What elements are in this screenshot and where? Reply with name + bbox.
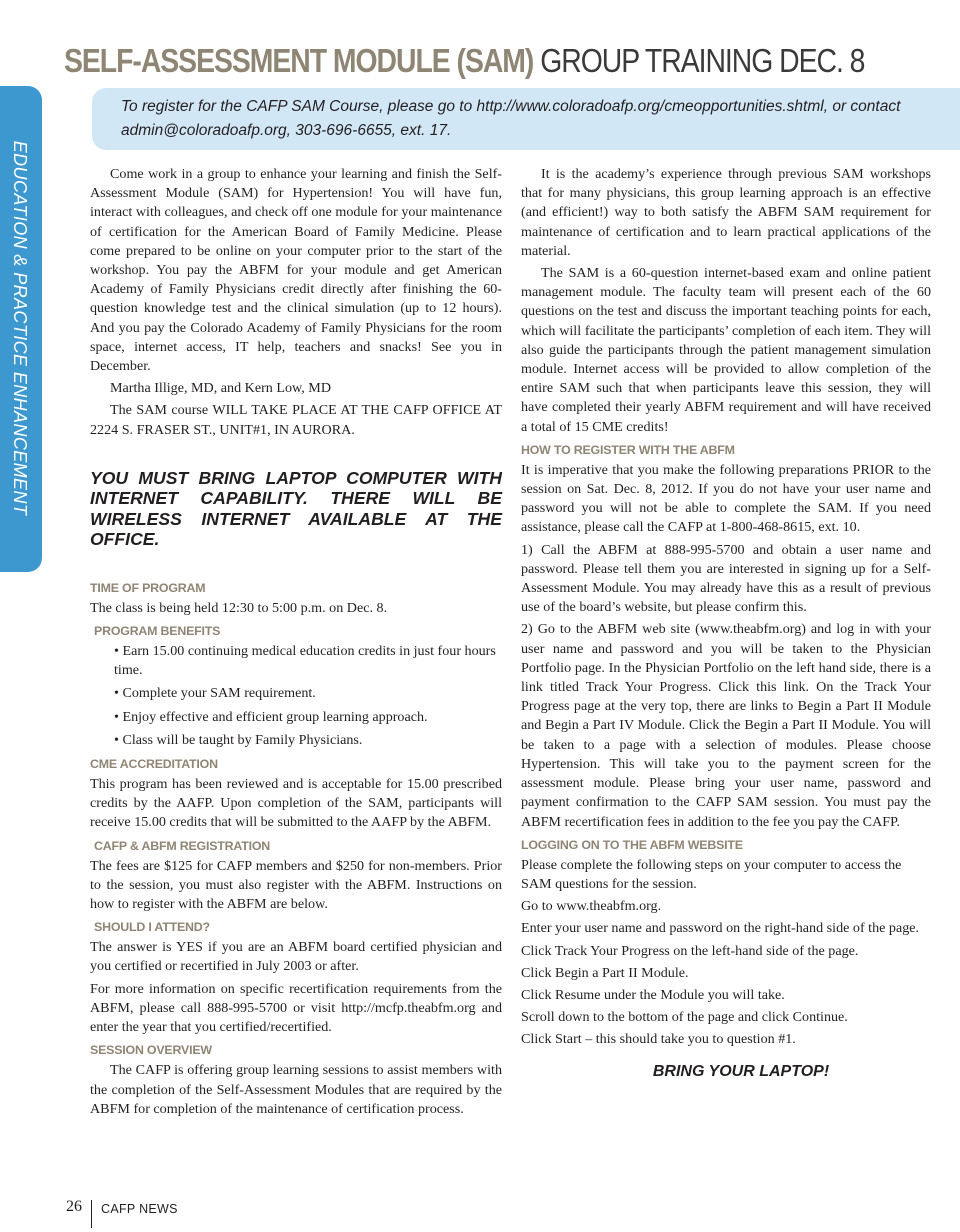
bring-laptop-callout: BRING YOUR LAPTOP!: [652, 1062, 830, 1080]
attend-heading: SHOULD I ATTEND?: [94, 920, 210, 935]
logging-heading: LOGGING ON TO THE ABFM WEBSITE: [521, 837, 743, 852]
registration-banner-text: To register for the CAFP SAM Course, please go to http://www.coloradoafp.org/cmeopportunities.shtml, or contact admin@coloradoafp.org, 303-696-6655, ext. 17.: [121, 98, 901, 139]
howto-text: It is imperative that you make the following preparations PRIOR to the session on Sat. Dec. 8, 2012. If you do not have your user name and password you will not be able to complete the SAM. If you need assistance, please call the CAFP at 1-800-468-8615, ext. 10.: [521, 461, 931, 536]
experience-paragraph: It is the academy’s experience through previous SAM workshops that for many physicians, this group learning approach is an effective (and efficient!) way to both satisfy the ABFM SAM requirement for maintenance of certification and to learn practical applications of the material.: [521, 166, 931, 259]
logging-step: Click Track Your Progress on the left-hand side of the page.: [521, 942, 859, 959]
benefits-heading: PROGRAM BENEFITS: [94, 624, 221, 639]
authors-line: Martha Illige, MD, and Kern Low, MD: [110, 380, 332, 397]
right-column: [521, 165, 931, 1081]
logging-step: Scroll down to the bottom of the page and click Continue.: [521, 1009, 848, 1026]
time-text: The class is being held 12:30 to 5:00 p.m. on Dec. 8.: [90, 599, 388, 616]
step-2: 2) Go to the ABFM web site (www.theabfm.org) and log in with your user name and password and you will be taken to the Physician Portfolio page. In the Physician Portfolio on the left hand side, there is a link titled Track Your Progress. Click this link. On the Track Your Progress page at the very top, there are links to Begin a Part II Module and Begin a Part IV Module. Click the Begin a Part II Module. You will be taken to a page with a selection of modules. Please choose Hypertension. This will take you to the payment screen for the assessment module. Please bring your user name, password and payment confirmation to the CAFP SAM session. You must pay the ABFM recertification fees in addition to the fee you pay the CAFP.: [521, 621, 931, 830]
attend-more-info: For more information on specific recertification requirements from the ABFM, please call 888-995-5700 or visit http://mcfp.theabfm.org and enter the year that you certified/recertified.: [90, 980, 502, 1036]
logging-step: Click Start – this should take you to question #1.: [521, 1031, 796, 1048]
attend-text: The answer is YES if you are an ABFM board certified physician and you certified or recertified in July 2003 or after.: [90, 939, 502, 975]
howto-heading: HOW TO REGISTER WITH THE ABFM: [521, 442, 735, 457]
cme-heading: CME ACCREDITATION: [90, 757, 218, 772]
title-bold: SELF-ASSESSMENT MODULE (SAM): [64, 42, 534, 79]
overview-heading: SESSION OVERVIEW: [90, 1043, 212, 1058]
registration-text: The fees are $125 for CAFP members and $250 for non-members. Prior to the session, you must also register with the ABFM. Instructions on how to register with the ABFM are below.: [90, 857, 502, 913]
left-column: [90, 165, 502, 1122]
logging-step: Enter your user name and password on the right-hand side of the page.: [521, 920, 920, 937]
benefit-item: • Complete your SAM requirement.: [114, 685, 316, 702]
step-1: 1) Call the ABFM at 888-995-5700 and obtain a user name and password. Please tell them you are interested in signing up for a Self-Assessment Module. You may already have this as a result of previous use of the board’s website, but please confirm this.: [521, 541, 931, 616]
publication-name: CAFP NEWS: [101, 1202, 178, 1216]
logging-intro: Please complete the following steps on your computer to access the SAM questions for the session.: [521, 856, 902, 892]
section-side-tab-label: EDUCATION & PRACTICE ENHANCEMENT: [10, 140, 30, 516]
logging-step: Click Begin a Part II Module.: [521, 964, 689, 981]
logging-step: Go to www.theabfm.org.: [521, 898, 662, 915]
registration-heading: CAFP & ABFM REGISTRATION: [94, 838, 271, 853]
intro-paragraph: Come work in a group to enhance your learning and finish the Self-Assessment Module (SAM) for Hypertension! You will have fun, interact with colleagues, and check off one module for your maintenance of certification for the American Board of Family Medicine. Please come prepared to be online on your computer prior to the start of the workshop. You pay the ABFM for your module and get American Academy of Family Physicians credit directly after finishing the 60-question knowledge test and the clinical simulation (up to 12 hours). And you pay the Colorado Academy of Family Physicians for the room space, internet access, IT help, teachers and snacks! See you in December.: [90, 166, 502, 375]
footer-divider: [91, 1200, 92, 1228]
benefit-item: • Enjoy effective and efficient group learning approach.: [114, 708, 428, 725]
benefit-item: • Class will be taught by Family Physicians.: [114, 731, 363, 748]
overview-text: The CAFP is offering group learning sessions to assist members with the completion of the Self-Assessment Modules that are required by the ABFM for completion of the maintenance of certification process.: [90, 1062, 502, 1117]
time-heading: TIME OF PROGRAM: [90, 580, 206, 595]
logging-step: Click Resume under the Module you will take.: [521, 986, 785, 1003]
benefit-item: • Earn 15.00 continuing medical education credits in just four hours time.: [114, 643, 496, 679]
location-paragraph: The SAM course WILL TAKE PLACE AT THE CAFP OFFICE AT 2224 S. FRASER ST., UNIT#1, IN AURORA.: [90, 402, 502, 438]
page-title: [64, 38, 865, 84]
laptop-callout: YOU MUST BRING LAPTOP COMPUTER WITH INTERNET CAPABILITY. THERE WILL BE WIRELESS INTERNET AVAILABLE AT THE OFFICE.: [90, 467, 502, 550]
sam-description-paragraph: The SAM is a 60-question internet-based exam and online patient management module. The faculty team will present each of the 60 questions on the test and discuss the important teaching points for each, which will facilitate the participants’ completion of each item. They will also guide the participants through the patient management simulation module. Internet access will be provided to allow completion of the entire SAM such that when participants leave this session, they will have completed their yearly ABFM requirement and will have received a total of 15 CME credits!: [521, 265, 931, 435]
cme-text: This program has been reviewed and is acceptable for 15.00 prescribed credits by the AAFP. Upon completion of the SAM, participants will receive 15.00 credits that will be submitted to the AAFP by the ABFM.: [90, 776, 502, 831]
title-light: GROUP TRAINING DEC. 8: [540, 42, 865, 79]
page-number: 26: [66, 1198, 82, 1215]
